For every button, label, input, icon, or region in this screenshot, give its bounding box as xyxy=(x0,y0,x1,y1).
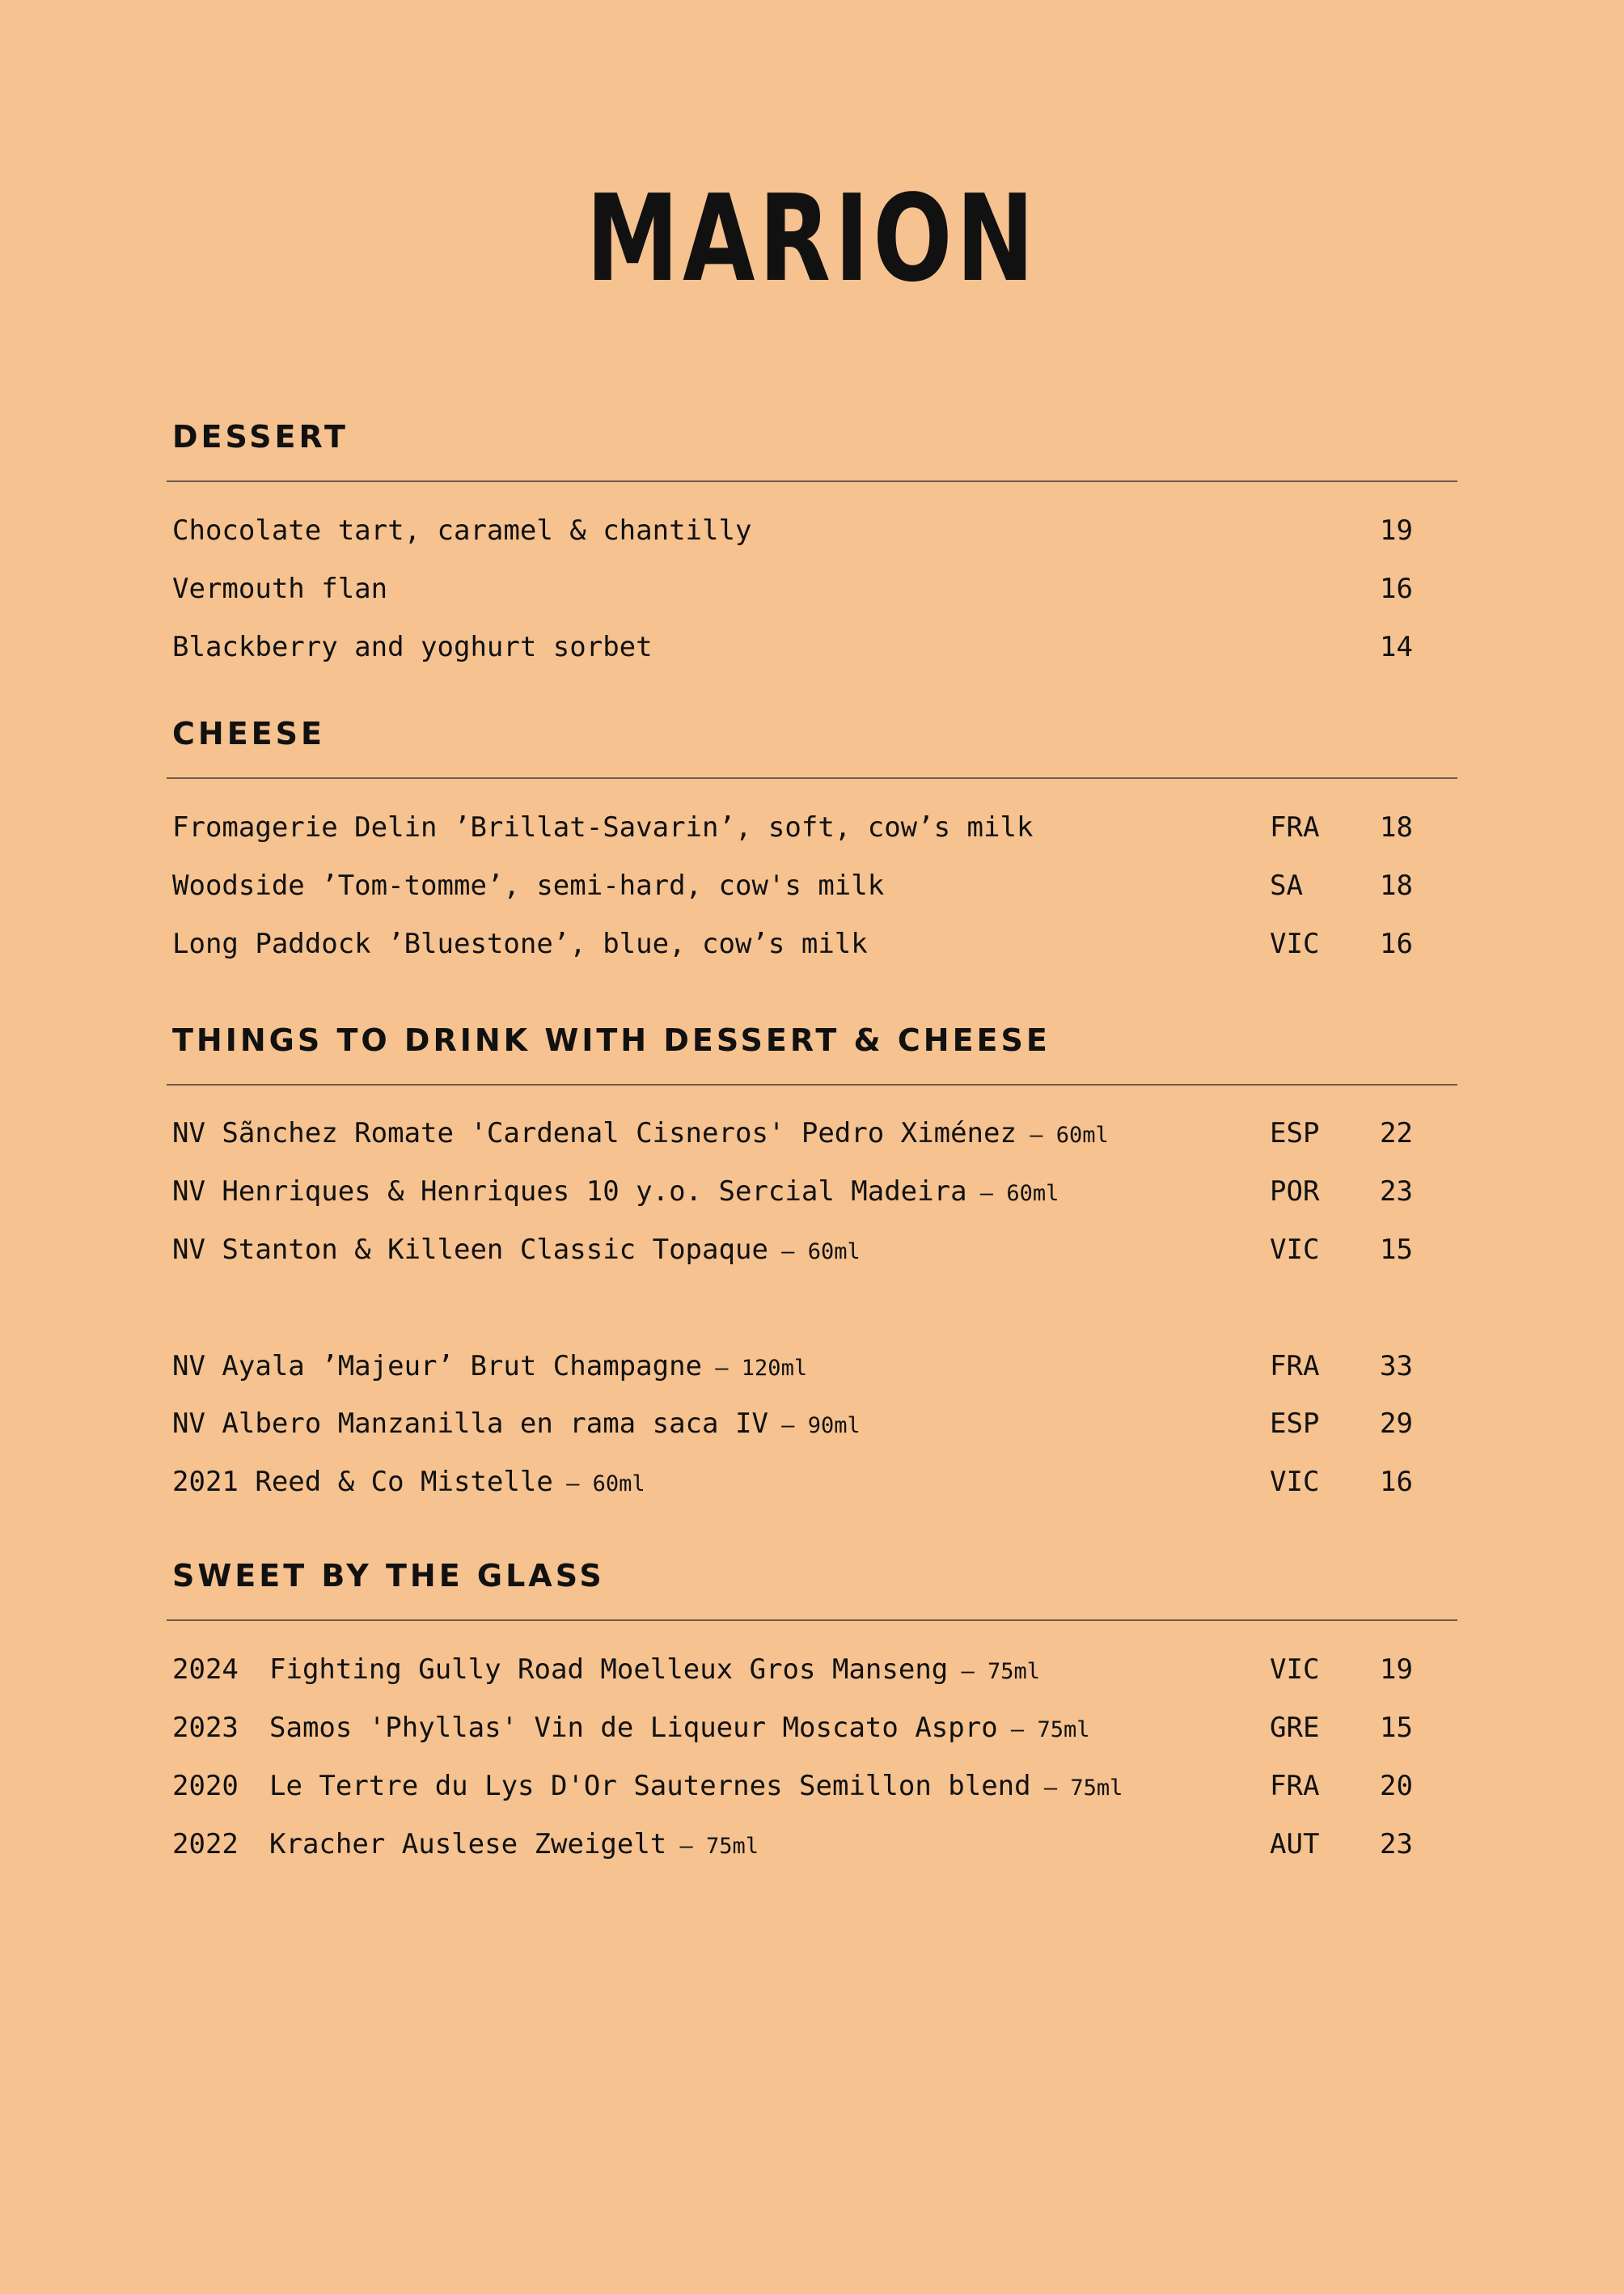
item-price: 15 xyxy=(1380,1712,1413,1744)
item-price: 20 xyxy=(1380,1770,1413,1802)
item-origin: VIC xyxy=(1270,928,1320,960)
item-origin: ESP xyxy=(1270,1117,1320,1149)
menu-item xyxy=(0,1462,1624,1502)
item-origin: VIC xyxy=(1270,1653,1320,1686)
item-name: NV Stanton & Killeen Classic Topaque – 60ml xyxy=(172,1234,861,1266)
item-name: Vermouth flan xyxy=(172,573,388,605)
item-price: 15 xyxy=(1380,1234,1413,1266)
item-price: 23 xyxy=(1380,1175,1413,1208)
menu-item xyxy=(0,510,1624,551)
item-price: 16 xyxy=(1380,573,1413,605)
section-title-sweet: SWEET BY THE GLASS xyxy=(172,1558,605,1594)
item-volume: – 75ml xyxy=(666,1834,759,1859)
menu-item xyxy=(0,866,1624,906)
menu-item xyxy=(0,1113,1624,1153)
item-origin: POR xyxy=(1270,1175,1320,1208)
section-title-dessert: DESSERT xyxy=(172,419,349,455)
item-origin: FRA xyxy=(1270,811,1320,844)
item-price: 18 xyxy=(1380,811,1413,844)
section-title-drinks: THINGS TO DRINK WITH DESSERT & CHEESE xyxy=(172,1022,1051,1058)
item-name: Le Tertre du Lys D'Or Sauternes Semillon blend – 75ml xyxy=(269,1770,1123,1802)
item-vintage: 2023 xyxy=(172,1712,239,1744)
menu-item xyxy=(0,924,1624,964)
item-origin: SA xyxy=(1270,870,1303,902)
menu-item xyxy=(0,1230,1624,1270)
section-divider xyxy=(167,1619,1457,1621)
item-origin: ESP xyxy=(1270,1407,1320,1440)
item-name: Fighting Gully Road Moelleux Gros Manseng – 75ml xyxy=(269,1653,1041,1686)
item-origin: VIC xyxy=(1270,1466,1320,1498)
item-name: Blackberry and yoghurt sorbet xyxy=(172,631,653,663)
menu-item xyxy=(0,1824,1624,1864)
item-price: 22 xyxy=(1380,1117,1413,1149)
item-name: Long Paddock ’Bluestone’, blue, cow’s milk xyxy=(172,928,868,960)
item-name: Fromagerie Delin ’Brillat-Savarin’, soft, cow’s milk xyxy=(172,811,1034,844)
item-volume: – 60ml xyxy=(552,1471,645,1496)
item-volume: – 75ml xyxy=(1030,1776,1123,1801)
item-price: 14 xyxy=(1380,631,1413,663)
item-volume: – 75ml xyxy=(997,1717,1090,1742)
item-vintage: 2024 xyxy=(172,1653,239,1686)
item-origin: FRA xyxy=(1270,1350,1320,1382)
item-price: 19 xyxy=(1380,514,1413,547)
item-name: Samos 'Phyllas' Vin de Liqueur Moscato Aspro – 75ml xyxy=(269,1712,1090,1744)
item-name: NV Henriques & Henriques 10 y.o. Sercial Madeira – 60ml xyxy=(172,1175,1059,1208)
item-origin: FRA xyxy=(1270,1770,1320,1802)
menu-item xyxy=(0,1708,1624,1748)
item-price: 29 xyxy=(1380,1407,1413,1440)
item-volume: – 90ml xyxy=(768,1413,861,1438)
item-price: 19 xyxy=(1380,1653,1413,1686)
item-vintage: 2022 xyxy=(172,1828,239,1860)
menu-item xyxy=(0,1649,1624,1690)
menu-item xyxy=(0,1766,1624,1806)
item-volume: – 75ml xyxy=(948,1659,1041,1684)
item-origin: GRE xyxy=(1270,1712,1320,1744)
item-name: Woodside ’Tom-tomme’, semi-hard, cow's milk xyxy=(172,870,885,902)
menu-item xyxy=(0,1403,1624,1444)
item-name: 2021 Reed & Co Mistelle – 60ml xyxy=(172,1466,645,1498)
item-price: 23 xyxy=(1380,1828,1413,1860)
section-title-cheese: CHEESE xyxy=(172,716,325,751)
menu-item xyxy=(0,807,1624,848)
item-price: 18 xyxy=(1380,870,1413,902)
item-volume: – 60ml xyxy=(768,1239,861,1264)
item-vintage: 2020 xyxy=(172,1770,239,1802)
item-origin: VIC xyxy=(1270,1234,1320,1266)
item-price: 16 xyxy=(1380,1466,1413,1498)
item-price: 16 xyxy=(1380,928,1413,960)
section-divider xyxy=(167,480,1457,482)
item-origin: AUT xyxy=(1270,1828,1320,1860)
menu-item xyxy=(0,627,1624,667)
item-name: Chocolate tart, caramel & chantilly xyxy=(172,514,752,547)
item-name: Kracher Auslese Zweigelt – 75ml xyxy=(269,1828,759,1860)
item-name: NV Albero Manzanilla en rama saca IV – 90ml xyxy=(172,1407,861,1440)
item-name: NV Ayala ’Majeur’ Brut Champagne – 120ml xyxy=(172,1350,808,1382)
menu-item xyxy=(0,569,1624,609)
item-price: 33 xyxy=(1380,1350,1413,1382)
section-divider xyxy=(167,1084,1457,1086)
menu-item xyxy=(0,1171,1624,1212)
section-divider xyxy=(167,777,1457,779)
item-volume: – 60ml xyxy=(1016,1123,1109,1148)
restaurant-logo: MARION xyxy=(586,169,1038,308)
item-name: NV Sãnchez Romate 'Cardenal Cisneros' Pedro Ximénez – 60ml xyxy=(172,1117,1109,1149)
item-volume: – 60ml xyxy=(966,1181,1059,1206)
menu-item xyxy=(0,1346,1624,1386)
item-volume: – 120ml xyxy=(702,1356,808,1381)
